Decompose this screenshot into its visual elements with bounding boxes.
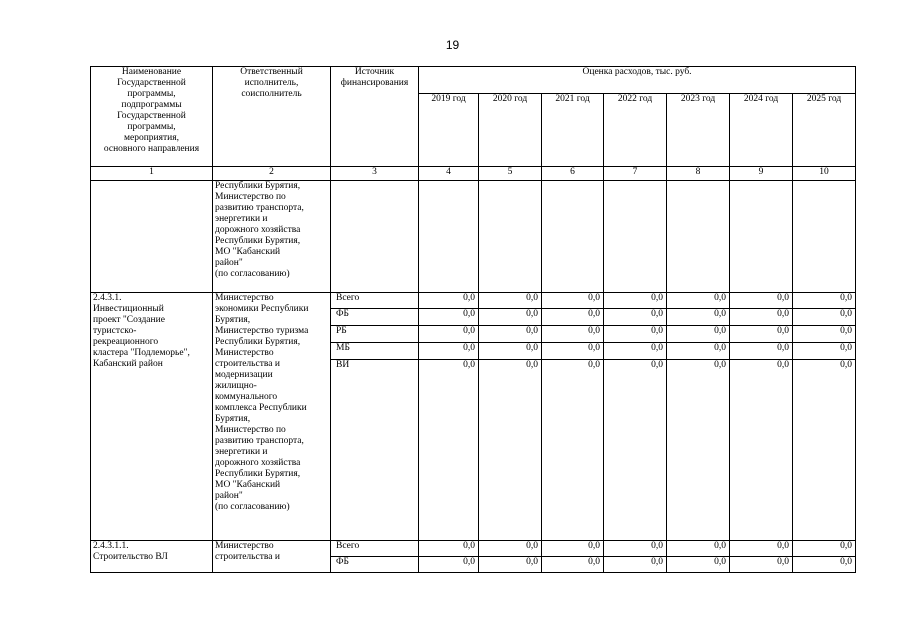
value-cell: 0,0 bbox=[479, 343, 542, 360]
source-cell: ФБ bbox=[331, 557, 419, 573]
value-cell: 0,0 bbox=[667, 541, 730, 557]
value-cell: 0,0 bbox=[730, 343, 793, 360]
value-cell: 0,0 bbox=[793, 360, 856, 541]
page-number: 19 bbox=[445, 38, 460, 52]
value-cell: 0,0 bbox=[667, 360, 730, 541]
column-number: 9 bbox=[730, 167, 793, 181]
value-cell: 0,0 bbox=[542, 557, 604, 573]
value-cell: 0,0 bbox=[479, 326, 542, 343]
source-cell: Всего bbox=[331, 293, 419, 309]
value-cell: 0,0 bbox=[479, 293, 542, 309]
value-cell: 0,0 bbox=[793, 293, 856, 309]
value-cell: 0,0 bbox=[419, 360, 479, 541]
value-cell bbox=[479, 181, 542, 293]
header-year: 2024 год bbox=[730, 94, 793, 167]
value-cell: 0,0 bbox=[730, 293, 793, 309]
header-year: 2022 год bbox=[604, 94, 667, 167]
header-costs: Оценка расходов, тыс. руб. bbox=[419, 67, 856, 94]
value-cell: 0,0 bbox=[793, 541, 856, 557]
header-source: Источник финансирования bbox=[331, 67, 419, 167]
source-cell: ФБ bbox=[331, 309, 419, 326]
value-cell: 0,0 bbox=[730, 309, 793, 326]
value-cell: 0,0 bbox=[604, 541, 667, 557]
source-cell bbox=[331, 181, 419, 293]
value-cell: 0,0 bbox=[604, 309, 667, 326]
value-cell: 0,0 bbox=[542, 541, 604, 557]
value-cell: 0,0 bbox=[542, 343, 604, 360]
column-number: 10 bbox=[793, 167, 856, 181]
value-cell: 0,0 bbox=[730, 360, 793, 541]
table-row bbox=[91, 541, 856, 557]
value-cell: 0,0 bbox=[542, 326, 604, 343]
value-cell: 0,0 bbox=[479, 541, 542, 557]
column-number: 6 bbox=[542, 167, 604, 181]
value-cell: 0,0 bbox=[604, 293, 667, 309]
value-cell: 0,0 bbox=[479, 557, 542, 573]
source-cell: ВИ bbox=[331, 360, 419, 541]
table-row bbox=[91, 181, 856, 293]
responsible-cell: Министерство экономики Республики Бурятия, Министерство туризма Республики Бурятия, Министерство строительства и модернизации жилищно- коммунального комплекса Республики Бурятия, Министерство по развитию транспорта, энергетики и дорожного хозяйства Республики Бурятия, МО "Кабанский район" (по согласованию) bbox=[213, 293, 331, 541]
header-responsible: Ответственный исполнитель, соисполнитель bbox=[213, 67, 331, 167]
column-number: 5 bbox=[479, 167, 542, 181]
value-cell: 0,0 bbox=[419, 557, 479, 573]
value-cell: 0,0 bbox=[730, 326, 793, 343]
value-cell: 0,0 bbox=[730, 557, 793, 573]
header-year: 2023 год bbox=[667, 94, 730, 167]
column-number-row bbox=[91, 167, 856, 181]
column-number: 4 bbox=[419, 167, 479, 181]
value-cell: 0,0 bbox=[604, 360, 667, 541]
value-cell bbox=[730, 181, 793, 293]
table-row bbox=[91, 293, 856, 309]
source-cell: РБ bbox=[331, 326, 419, 343]
expenses-table bbox=[90, 66, 856, 573]
column-number: 3 bbox=[331, 167, 419, 181]
value-cell: 0,0 bbox=[667, 309, 730, 326]
header-name: Наименование Государственной программы, подпрограммы Государственной программы, мероприятия, основного направления bbox=[91, 67, 213, 167]
value-cell: 0,0 bbox=[419, 343, 479, 360]
value-cell: 0,0 bbox=[542, 309, 604, 326]
name-cell: 2.4.3.1.1. Строительство ВЛ bbox=[91, 541, 213, 573]
value-cell: 0,0 bbox=[419, 541, 479, 557]
header-year: 2020 год bbox=[479, 94, 542, 167]
responsible-cell: Министерство строительства и bbox=[213, 541, 331, 573]
value-cell: 0,0 bbox=[419, 309, 479, 326]
value-cell: 0,0 bbox=[604, 343, 667, 360]
column-number: 7 bbox=[604, 167, 667, 181]
value-cell: 0,0 bbox=[419, 326, 479, 343]
value-cell: 0,0 bbox=[479, 309, 542, 326]
value-cell: 0,0 bbox=[604, 557, 667, 573]
value-cell: 0,0 bbox=[542, 293, 604, 309]
column-number: 1 bbox=[91, 167, 213, 181]
value-cell: 0,0 bbox=[667, 557, 730, 573]
column-number: 8 bbox=[667, 167, 730, 181]
value-cell bbox=[419, 181, 479, 293]
header-year: 2019 год bbox=[419, 94, 479, 167]
value-cell bbox=[667, 181, 730, 293]
value-cell: 0,0 bbox=[604, 326, 667, 343]
value-cell bbox=[793, 181, 856, 293]
name-cell: 2.4.3.1. Инвестиционный проект "Создание туристско- рекреационного кластера "Подлеморье", Кабанский район bbox=[91, 293, 213, 541]
value-cell: 0,0 bbox=[667, 343, 730, 360]
header-year: 2021 год bbox=[542, 94, 604, 167]
value-cell: 0,0 bbox=[479, 360, 542, 541]
name-cell bbox=[91, 181, 213, 293]
value-cell: 0,0 bbox=[667, 293, 730, 309]
source-cell: МБ bbox=[331, 343, 419, 360]
value-cell bbox=[604, 181, 667, 293]
value-cell: 0,0 bbox=[730, 541, 793, 557]
value-cell: 0,0 bbox=[542, 360, 604, 541]
value-cell: 0,0 bbox=[793, 557, 856, 573]
source-cell: Всего bbox=[331, 541, 419, 557]
column-number: 2 bbox=[213, 167, 331, 181]
value-cell: 0,0 bbox=[793, 326, 856, 343]
header-year: 2025 год bbox=[793, 94, 856, 167]
value-cell: 0,0 bbox=[667, 326, 730, 343]
responsible-cell: Республики Бурятия, Министерство по развитию транспорта, энергетики и дорожного хозяйства Республики Бурятия, МО "Кабанский район" (по согласованию) bbox=[213, 181, 331, 293]
value-cell: 0,0 bbox=[793, 309, 856, 326]
value-cell bbox=[542, 181, 604, 293]
value-cell: 0,0 bbox=[419, 293, 479, 309]
value-cell: 0,0 bbox=[793, 343, 856, 360]
